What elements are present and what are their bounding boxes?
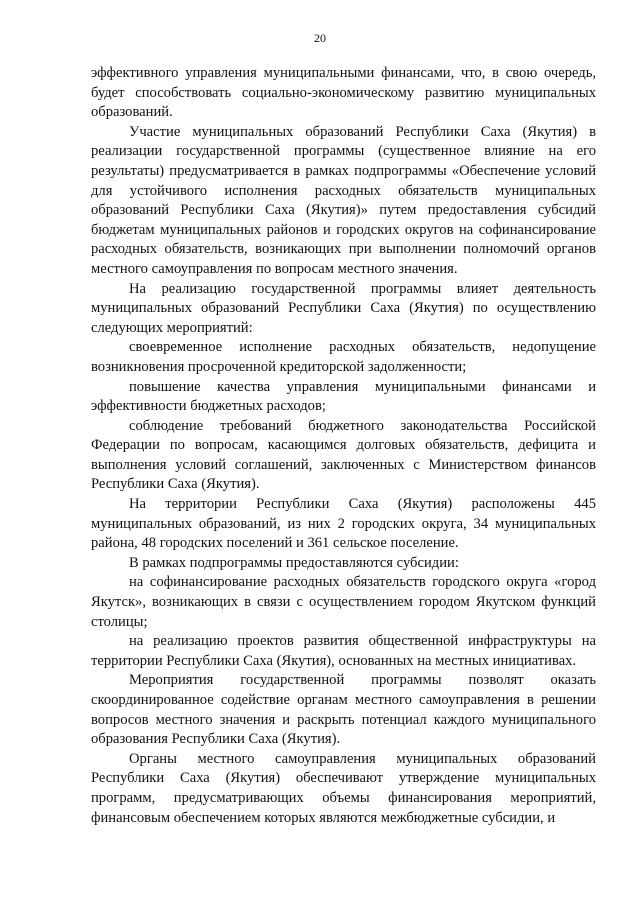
- paragraph: На территории Республики Саха (Якутия) расположены 445 муниципальных образований, из них 2 городских округа, 34 муниципальных района, 48 городских поселений и 361 сельское поселение.: [91, 496, 596, 552]
- list-item: соблюдение требований бюджетного законодательства Российской Федерации по вопросам, касающимся долговых обязательств, дефицита и выполнения условий соглашений, заключенных с Министерством финансов Республики Саха (Якутия).: [91, 417, 596, 493]
- page-number: 20: [314, 31, 326, 45]
- paragraph: Мероприятия государственной программы позволят оказать скоординированное содействие органам местного самоуправления в решении вопросов местного значения и раскрыть потенциал каждого муниципального образования Республики Саха (Якутия).: [91, 672, 596, 748]
- paragraph: эффективного управления муниципальными финансами, что, в свою очередь, будет способствовать социально-экономическому развитию муниципальных образований.: [91, 65, 596, 121]
- paragraph: Участие муниципальных образований Республики Саха (Якутия) в реализации государственной программы (существенное влияние на его результаты) предусматривается в рамках подпрограммы «Обеспечение условий для устойчивого исполнения расходных обязательств муниципальных образований Республики Саха (Якутия)» путем предоставления субсидий бюджетам муниципальных районов и городских округов на софинансирование расходных обязательств, возникающих при выполнении полномочий органов местного самоуправления по вопросам местного значения.: [91, 123, 596, 277]
- list-item: повышение качества управления муниципальными финансами и эффективности бюджетных расходов;: [91, 378, 596, 415]
- paragraph: В рамках подпрограммы предоставляются субсидии:: [129, 554, 459, 571]
- paragraph: На реализацию государственной программы влияет деятельность муниципальных образований Республики Саха (Якутия) по осуществлению следующих мероприятий:: [91, 280, 596, 336]
- list-item: своевременное исполнение расходных обязательств, недопущение возникновения просроченной кредиторской задолженности;: [91, 339, 596, 375]
- paragraph: Органы местного самоуправления муниципальных образований Республики Саха (Якутия) обеспечивают утверждение муниципальных программ, предусматривающих объемы финансирования мероприятий, финансовым обеспечением которых являются межбюджетные субсидии, и: [91, 750, 596, 826]
- document-body: [91, 64, 596, 828]
- list-item: на реализацию проектов развития общественной инфраструктуры на территории Республики Саха (Якутия), основанных на местных инициативах.: [91, 633, 596, 669]
- list-item: на софинансирование расходных обязательств городского округа «город Якутск», возникающих в связи с осуществлением городом Якутском функций столицы;: [91, 574, 596, 630]
